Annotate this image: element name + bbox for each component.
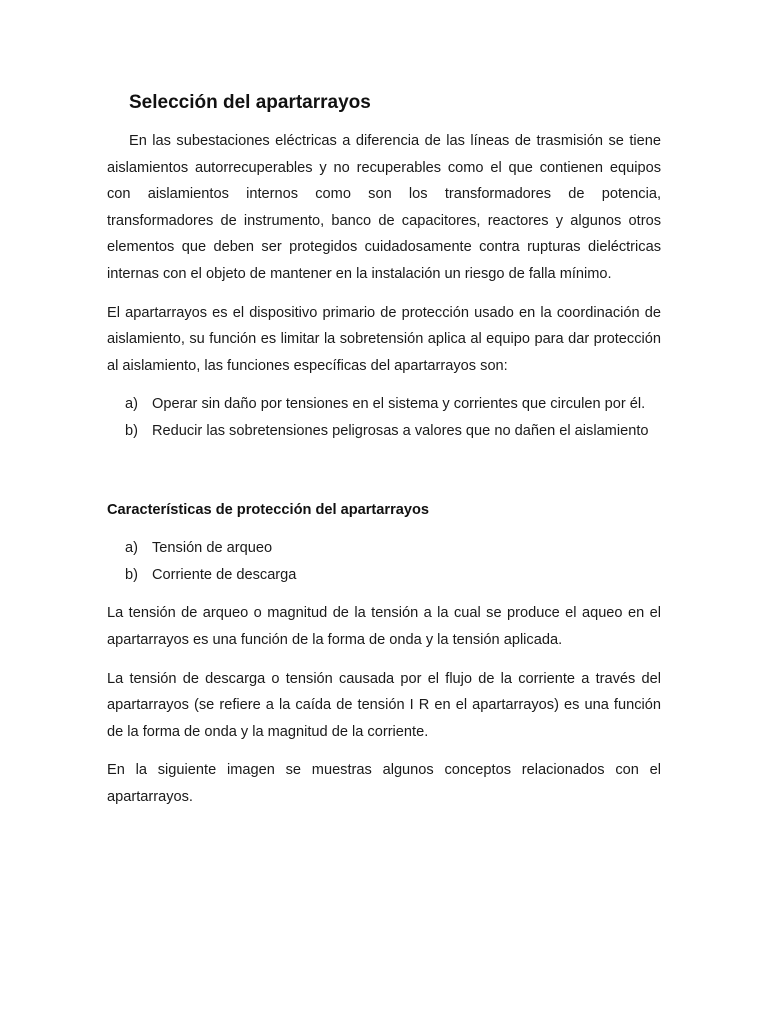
characteristics-list (107, 535, 661, 588)
functions-list (107, 391, 661, 444)
image-reference-paragraph: En la siguiente imagen se muestras algunos conceptos relacionados con el apartarrayos. (107, 762, 661, 805)
list-item-text: Reducir las sobretensiones peligrosas a valores que no dañen el aislamiento (152, 422, 649, 439)
list-item (107, 391, 661, 418)
list-marker: b) (125, 422, 138, 439)
list-item-text: Tensión de arqueo (152, 540, 273, 557)
intro-paragraph: En las subestaciones eléctricas a diferencia de las líneas de trasmisión se tiene aislamientos autorrecuperables y no recuperables como el que contienen equipos con aislamientos internos como son los transformadores de potencia, transformadores de instrumento, banco de capacitores, reactores y algunos otros elementos que deben ser protegidos cuidadosamente contra rupturas dieléctricas internas con el objeto de mantener en la instalación un riesgo de falla mínimo. (107, 133, 661, 282)
discharge-voltage-paragraph: La tensión de descarga o tensión causada por el flujo de la corriente a través del apartarrayos (se refiere a la caída de tensión I R en el apartarrayos) es una función de la forma de onda y la magnitud de la corriente. (107, 670, 661, 740)
list-marker: b) (125, 566, 138, 583)
section-subtitle: Características de protección del apartarrayos (107, 501, 430, 518)
list-marker: a) (125, 540, 138, 557)
definition-paragraph: El apartarrayos es el dispositivo primario de protección usado en la coordinación de aislamiento, su función es limitar la sobretensión aplica al equipo para dar protección al aislamiento, las funciones específicas del apartarrayos son: (107, 304, 661, 374)
list-item-text: Corriente de descarga (152, 566, 297, 583)
arc-voltage-paragraph: La tensión de arqueo o magnitud de la tensión a la cual se produce el aqueo en el apartarrayos es una función de la forma de onda y la tensión aplicada. (107, 605, 661, 648)
document-content (107, 88, 661, 810)
list-item-text: Operar sin daño por tensiones en el sistema y corrientes que circulen por él. (152, 396, 646, 413)
list-item (107, 535, 661, 562)
list-item (107, 562, 661, 589)
list-marker: a) (125, 396, 138, 413)
list-item (107, 418, 661, 445)
section-title: Selección del apartarrayos (129, 92, 371, 113)
